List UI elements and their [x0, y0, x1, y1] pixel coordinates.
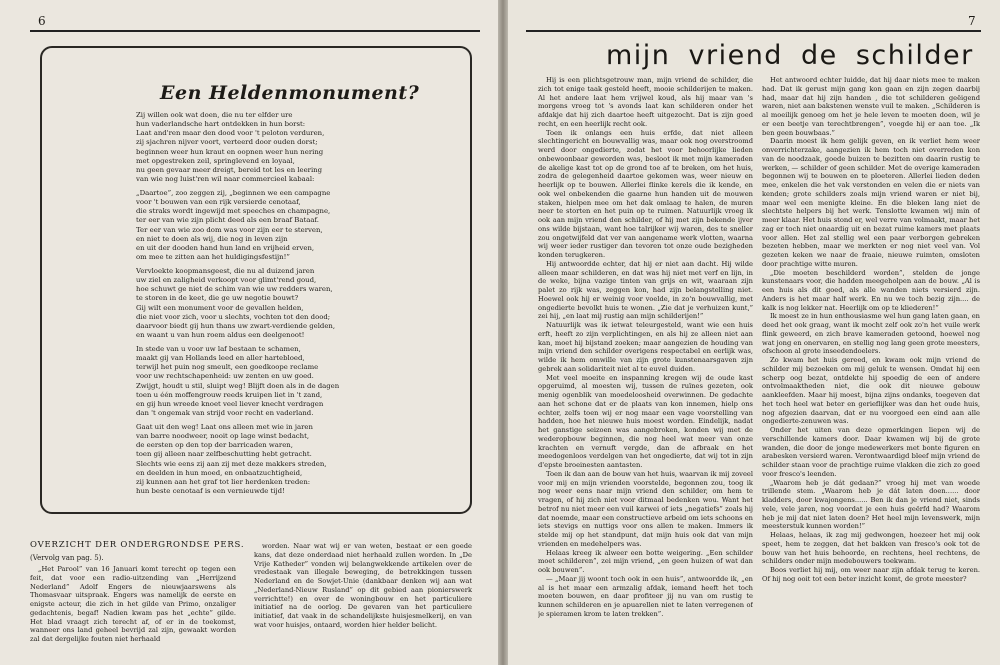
poem-line: van barre noodweer, nooit op lage winst bedacht, — [136, 432, 310, 441]
poem-line: Zij willen ook wat doen, die nu ter elfder ure — [136, 111, 293, 119]
poem-line: om mee te zitten aan het huldigingsfestijn!” — [136, 252, 290, 261]
poem-line: daarvoor biedt gij hun thans uw zwart-verdiende gelden, — [136, 321, 336, 330]
top-rule-right — [526, 30, 981, 32]
paragraph: Toen ik dan aan de bouw van het huis, waarvan ik mij zoveel voor mij en mijn vrienden voorstelde, begonnen zou, toog ik nog weer eens naar mijn vriend den schilder, om hem te vragen, of hij zich niet voor ditmaal bedenken wou. Want het betrof nu niet meer een vuil karwei of iets „negatiefs” zoals hij dat noemde, maar een constructieve arbeid om iets schoons en iets stevigs en nuttigs voor ons allen te maken. Immers ik stelde mij op het standpunt, dat mijn huis ook dat van mijn vrienden en medehelpers was. — [538, 469, 753, 548]
paragraph: „Het Parool” van 16 Januari komt terecht op tegen een feit, dat voor een radio-uitzending van „Herrijzend Nederland” Adolf Engers de nieuwjaarswens als Thomasvaar uitspraak. Engers was namelijk de eerste en enigste acteur, die zich in het gilde van Primo, onzaliger gedachtenis, begaf! Nadien kwam pas het „echte” gilde. Het blad vraagt zich terecht af, of er in de toekomst, wanneer ons land geheel bevrijd zal zijn, gewaakt worden zal dat dergelijke fouten niet herhaald — [30, 565, 236, 643]
poem-stanza — [136, 111, 436, 184]
paragraph: worden. Naar wat wij er van weten, bestaat er een goede kans, dat deze onderdaad niet herhaald zullen worden. In „De Vrije Katheder” vonden wij belangwekkende artikelen over de vredestaak van illegale beweging, de betrekkingen tussen Nederland en de Sowjet-Unie (dankbaar denken wij aan wat „Nederland-Nieuw Rusland” op dit gebied aan pionierswerk verrichtte!) en over de woningbouw en het particuliere initiatief na de oorlog. De gevaren van het particuliere initiatief, dat vaak in de schandelijkste huisjesmelkerij, en van wat voor huisjes, ontaard, worden hier helder belicht. — [254, 542, 472, 629]
paragraph: Boos verliet hij mij, om weer naar zijn afdak terug te keren. Of hij nog ooit tot een beter inzicht komt, de grote meester? — [762, 566, 980, 583]
poem-line: die straks wordt ingewijd met speeches en champagne, — [136, 207, 331, 216]
poem-line: en niet te doen als wij, die nog in leven zijn — [136, 234, 288, 243]
poem-line: en gij hun wreede knoet veel liever knecht verdragen — [136, 399, 324, 408]
poem-line: toen gij alleen naar zelfbeschutting hebt getracht. — [136, 450, 312, 459]
paragraph: Hij antwoordde echter, dat hij er niet aan dacht. Hij wilde alleen maar schilderen, en dat was hij niet met verf en lijn, in de weke, bijna vazige tinten van grijs en wit, waaraan zijn palet zo rijk was, zeggen kon, had zijn belangstelling niet. Hoewel ook hij er weinig voor voelde, in zo'n bouwvallig, met ongedierte bevolkt huis te wonen. „Zie dat je verhuizen kunt,” zei hij, „en laat mij rustig aan mijn schilderijen!” — [538, 259, 753, 321]
poem-line: Gij wilt een monument voor de gevallen helden, — [136, 303, 304, 312]
poem-line: die niet voor zich, voor u slechts, vochten tot den dood; — [136, 312, 331, 321]
paragraph: Ik moest ze in hun enthousiasme wel hun gang laten gaan, en deed het ook graag, want ik mocht zelf ook zo'n het vuile werk flink geweerd, en zich brave kameraden getoond, hoewel nog wat jong en onervaren, en stellig nog lang geen grote meesters, ofschoon al grote inseedendoelers. — [762, 312, 980, 356]
poem-stanza — [136, 189, 436, 262]
article-headline: mijn vriend de schilder — [606, 40, 974, 71]
poem-line: Gaat uit den weg! Laat ons alleen met wie in jaren — [136, 423, 313, 431]
poem-line: van wie nog luist'ren wil naar commercieel kabaal: — [136, 174, 315, 183]
left-page — [0, 0, 498, 665]
poem-line: Slechts wie eens zij aan zij met deze makkers streden, — [136, 459, 327, 468]
poem-line: beginnen weer hun kraut en oopnen weer hun nering — [136, 147, 324, 156]
poem-line: hun vaderlandsche hart ontdekken in hun borst: — [136, 120, 306, 129]
poem-line: „Daartoe”, zoo zeggen zij, „beginnen we een campagne — [136, 189, 331, 197]
poem-stanza — [136, 423, 436, 496]
poem-line: de eersten op den top der barricaden waren, — [136, 441, 293, 450]
poem-line: voor 't bouwen van een rijk versierde cenotaaf, — [136, 198, 301, 207]
poem-line: dan 't ongemak van strijd voor recht en vaderland. — [136, 408, 314, 417]
paragraph: Natuurlijk was ik ietwat teleurgesteld, want wie een huis erft, heeft zo zijn verplichtingen, en als hij ze alleen niet aan kan, moet hij bijstand zoeken; maar aangezien de houding van mijn vriend den schilder overigens respectabel en eerlijk was, wilde ik hem omwille van zijn grote kunstenaarsgaven zijn gebrek aan solidariteit niet al te euvel duiden. — [538, 321, 753, 373]
page-number-right: 7 — [968, 14, 976, 28]
poem-line: zij sjachren nijver voort, verteerd door ouden dorst; — [136, 138, 318, 147]
poem-line: met opgestreken zeil, springlevend en loyaal, — [136, 156, 295, 165]
section-reference: (Vervolg van pag. 5). — [30, 554, 104, 562]
poem-line: Ter eer van wie zoo dom was voor zijn eer te sterven, — [136, 225, 323, 234]
poem-line: hun beste cenotaaf is een vernieuwde tijd! — [136, 486, 285, 495]
article-column-2 — [762, 76, 980, 630]
poem-line: terwijl het puin nog smeult, een goedkoope reclame — [136, 363, 319, 372]
paragraph: Met veel moeite en inspanning kregen wij de oude kast opgeruimd, al moesten wij, tussen de ruïnes gezeten, ook menig ogenblik van moedeloosheid overwinnen. De gedachte aan het schone dat er de plaats van kon innemen, hielp ons echter, zelfs toen wij er nog maar een vage voorstelling van hadden, hoe het nieuwe huis moest worden. Eindelijk, nadat het ganstige seizoen was aangebroken, konden wij met de wederopbouw beginnen, die nog heel wat meer van onze krachten en vernuft vergde, dan de afbraak en het meedogenloos verdelgen van het ongedierte, dat wij tot in zijn d'epste broeinesten aantasten. — [538, 373, 753, 469]
poem-line: hoe schuwt ge niet de schim van wie uw redders waren, — [136, 285, 333, 294]
paragraph: „Waarom heb je dát gedaan?” vroeg hij met van woede trillende stem. „Waarom heb je dát laten doen...... door kladders, door kwajongens...... Ben ik dan je vriend niet, sinds vele, vele jaren, nog voordat je een huis geërfd had? Waarom heb je mij dat niet laten doen? Het heel mijn levenswerk, mijn meesterstuk kunnen worden!” — [762, 478, 980, 531]
poem-body — [136, 111, 436, 503]
page-number-left: 6 — [38, 14, 46, 28]
poem-line: zij kunnen aan het graf tot lier herdenken treden: — [136, 477, 311, 486]
poem-stanza — [136, 267, 436, 340]
poem-line: Zwijgt, houdt u stil, sluipt weg! Blijft doen als in de dagen — [136, 381, 340, 390]
poem-line: voor uw rechtschapenheid: uw zenten en uw goed. — [136, 372, 314, 381]
top-rule-left — [30, 30, 480, 32]
poem-line: en deelden in hun moed, en onbaatzuchtigheid, — [136, 468, 303, 477]
poem-title: Een Heldenmonument? — [160, 82, 420, 104]
paragraph: Helaas kreeg ik alweer een botte weigering. „Een schilder moet schilderen”, zei mijn vriend, „en geen huizen of wat dan ook bouwen”. — [538, 548, 753, 574]
paragraph: Zo kwam het huis gereed, en kwam ook mijn vriend de schilder mij bezoeken om mij geluk te wensen. Omdat hij een scherp oog bezat, ontdekte hij spoedig de een of andere ontvolmaaktheden niet, die ook dit nieuwe gebouw aankleefden. Maar hij moest, bijna zijns ondanks, toegeven dat het toch heel wat beter en gerieflijker was dan het oude huis, nog afgezien daarvan, dat er nu voorgoed een eind aan alle ongedierte-zenuwen was. — [762, 356, 980, 426]
poem-line: nu geen gevaar meer dreigt, bereid tot les en leering — [136, 165, 323, 174]
poem-line: te storen in de keet, die ge uw negotie bouwt? — [136, 294, 299, 303]
article-column-1 — [538, 76, 753, 658]
poem-stanza — [136, 345, 436, 418]
poem-line: ter eer van wie zijn plicht deed als een braaf Bataaf. — [136, 216, 319, 225]
poem-line: In stede van u voor uw laf bestaan te schamen, — [136, 345, 301, 353]
paragraph: — „Maar jij woont toch ook in een huis”, antwoordde ik, „en al is het maar een armzalig afdak, iemand heeft het toch moeten bouwen, en daar profiteer jij nu van om rustig te kunnen schilderen en je apuarellen niet te laten verregenen of je spieramen krom te laten trekken”. — [538, 574, 753, 618]
poem-line: maakt gij van Hollands leed en aller hartebloed, — [136, 354, 305, 363]
poem-line: en waant u van hun roem aldus een deelgenoot! — [136, 330, 305, 339]
poem-line: en uit der dooden hand hun land en vrijheid erven, — [136, 243, 315, 252]
press-column-1 — [30, 565, 236, 657]
press-column-2 — [254, 542, 472, 656]
paragraph: Helaas, helaas, ik zag mij gedwongen, hoezeer het mij ook speet, hem te zeggen, dat het bakken van fresco's ook tot de bouw van het huis behoorde, en rechtens, heel rechtens, de schilders onder mijn medebouwers toekwam. — [762, 531, 980, 566]
poem-line: uw ziel en zaligheid verkoopt voor glimt'rend goud, — [136, 276, 317, 285]
paragraph: Het antwoord echter luidde, dat hij daar niets mee te maken had. Dat ik gerust mijn gang kon gaan en zijn zegen daarbij had, maar dat hij zijn handen , die tot schilderen geëigend waren, niet aan bakstenen wenste vuil te maken. „Schilderen is al moeilijk genoeg om het je hele leven te moeten doen, wil je er een beetje van terechtbrengen”, voegde hij er aan toe. „Ik ben geen bouwbaas.” — [762, 76, 980, 137]
section-title: OVERZICHT DER ONDERGRONDSE PERS. — [30, 540, 245, 550]
poem-line: toen u één moffengrouw reeds kruipen liet in 't zand, — [136, 390, 323, 399]
paragraph: Toen ik onlangs een huis erfde, dat niet alleen slechtingericht en bouwvallig was, maar ook nog overstroomd werd door ongedierte, zodat het voor behoorlijke lieden onbewoonbaar geworden was, besloot ik met mijn kameraden de akelige kast tot op de grond toe af te breken, om het huis, zodra de gelegenheid daartoe gekomen was, weer nieuw en heerlijk op te bouwen. Allerlei flinke kerels die ik kende, en ook wel onbekenden die gaarne hun handen uit de mouwen staken, hielpen mee om het dak omlaag te halen, de muren neer te storten en het puin op te ruimen. Natuurlijk vroeg ik ook aan mijn vriend den schilder, of hij met zijn bekende ijver ons wilde bijstaan, want hoe talrijker wij waren, des te sneller zou ongetwijfeld dat ver van aangename werk vlotten, waarna wij weer ieder rustiger dan tevoren tot onze oude bezigheden konden terugkeren. — [538, 128, 753, 259]
paragraph: Daarin moest ik hem gelijk geven, en ik verliet hem weer onverrichterzake, aangezien ik hem toch niet overreden kon van de noodzaak, goede buizen te bezitten om daarin rustig te werken, — schilder of geen schilder. Met de overige kameraden begonnen wij te bouwen en te ploeteren. Allerlei lieden deden mee, enkelen die het vak verstonden en velen die er niets van kenden; grote schilders zoals mijn vriend waren er niet bij, maar wel een menigte kleine. En die bleken lang niet de slechtste helpers bij het werk. Tenslotte kwamen wij min of meer klaar. Het huis stond er, wel verre van volmaakt, maar het zag er toch niet onaardig uit en bezat ruime kamers met plaats voor allen. Het zal stellig wel een paar verborgen gebreken bezeten hebben, maar we merkten er nog niet veel van. Vol gezeten keken we naar de fraaie, nieuwe ruimten, omsloten door prachtige witte muren. — [762, 137, 980, 268]
poem-line: Laat and'ren maar den dood voor 't peloton verduren, — [136, 129, 325, 138]
paragraph: Hij is een plichtsgetrouw man, mijn vriend de schilder, die zich tot enige taak gesteld heeft, mooie schilderijen te maken. Al het andere laat hem vrijwel koud, als hij maar van 's morgens vroeg tot 's avonds laat kan schilderen onder het afdakje dat hij zich daartoe heeft uitgezocht. Dat is zijn goed recht, en een heerlijk recht ook. — [538, 76, 753, 128]
paragraph: „Die moeten beschilderd worden”, stelden de jonge kunstenaars voor, die hadden meegeholpen aan de bouw. „Al is een huis als dit goed, als alle wanden niets versierd zijn. Anders is het maar half werk. En nu we toch bezig zijn.... de kalk is nog lekker nat. Heerlijk om op te kliederen!” — [762, 268, 980, 312]
paragraph: Onder het uiten van deze opmerkingen liepen wij de verschillende kamers door. Daar kwamen wij bij de grote wanden, die door de jonge medewerkers met bonte figuren en arabesken versierd waren. Verontwaardigd bleef mijn vriend de schilder staan voor de prachtige ruime vlakken die zich zo goed voor fresco's leenden. — [762, 426, 980, 478]
poem-line: Vervloekte koopmansgeest, die nu al duizend jaren — [136, 267, 315, 275]
book-gutter — [498, 0, 508, 665]
right-page — [508, 0, 1000, 665]
